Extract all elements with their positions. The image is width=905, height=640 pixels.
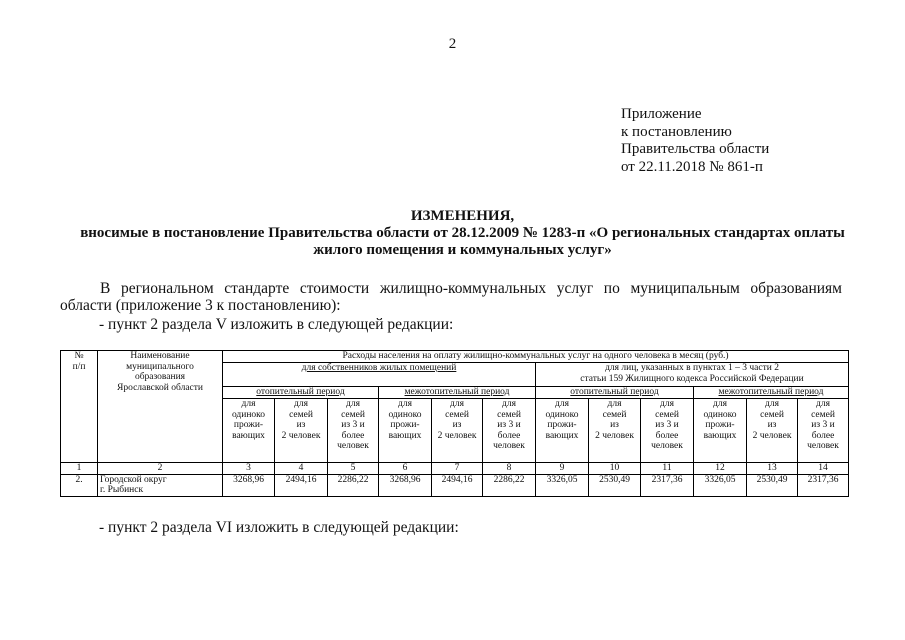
column-number: 8 bbox=[483, 463, 536, 475]
subheader-text: для семей из 3 и более человек bbox=[493, 399, 525, 452]
header-owners: для собственников жилых помещений bbox=[223, 363, 536, 387]
column-number: 14 bbox=[798, 463, 849, 475]
row-value: 2530,49 bbox=[747, 474, 798, 496]
row-value: 2286,22 bbox=[483, 474, 536, 496]
header-main: Расходы населения на оплату жилищно-коммунальных услуг на одного человека в месяц (руб.) bbox=[223, 351, 849, 363]
appendix-line-1: Приложение bbox=[621, 106, 702, 122]
subheader-cell bbox=[223, 399, 275, 463]
header-interheating-1: межотопительный период bbox=[379, 387, 536, 399]
subheader-cell bbox=[589, 399, 641, 463]
column-number: 1 bbox=[61, 463, 98, 475]
subheader-text: для семей из 3 и более человек bbox=[337, 399, 369, 452]
column-number: 12 bbox=[694, 463, 747, 475]
row-value: 2317,36 bbox=[641, 474, 694, 496]
header-interheating-2: межотопительный период bbox=[694, 387, 849, 399]
subheader-text: для семей из 2 человек bbox=[595, 399, 634, 441]
document-title bbox=[40, 208, 885, 259]
subheader-text: для одиноко прожи- вающих bbox=[703, 399, 737, 441]
row-value: 2530,49 bbox=[589, 474, 641, 496]
appendix-line-3: Правительства области bbox=[621, 141, 770, 157]
column-number: 4 bbox=[275, 463, 328, 475]
body-paragraph-2: - пункт 2 раздела V изложить в следующей редакции: bbox=[99, 316, 454, 333]
subheader-cell bbox=[483, 399, 536, 463]
header-persons bbox=[536, 363, 849, 387]
column-number: 6 bbox=[379, 463, 432, 475]
subheader-text: для семей из 2 человек bbox=[752, 399, 792, 441]
table-row bbox=[61, 474, 849, 496]
subheader-text: для одиноко прожи- вающих bbox=[388, 399, 422, 441]
header-num-text: № п/п bbox=[72, 351, 86, 372]
subheader-cell bbox=[798, 399, 849, 463]
row-name bbox=[98, 474, 223, 496]
subheader-text: для семей из 3 и более человек bbox=[651, 399, 683, 452]
header-name-text: Наименование муниципального образования Ярославской области bbox=[117, 351, 203, 393]
title-heading: ИЗМЕНЕНИЯ, bbox=[410, 208, 515, 224]
subheader-cell bbox=[379, 399, 432, 463]
row-name-text: Городской округ г. Рыбинск bbox=[100, 474, 167, 496]
appendix-line-2: к постановлению bbox=[621, 123, 732, 140]
subheader-text: для семей из 3 и более человек bbox=[807, 399, 839, 452]
subheader-cell bbox=[536, 399, 589, 463]
row-value: 2494,16 bbox=[432, 474, 483, 496]
subheader-text: для семей из 2 человек bbox=[437, 399, 477, 441]
title-subtitle-2: жилого помещения и коммунальных услуг» bbox=[313, 242, 612, 258]
column-number: 7 bbox=[432, 463, 483, 475]
subheader-cell bbox=[694, 399, 747, 463]
row-value: 2317,36 bbox=[798, 474, 849, 496]
page-number: 2 bbox=[448, 36, 457, 52]
subheader-text: для одиноко прожи- вающих bbox=[545, 399, 579, 441]
subheader-cell bbox=[432, 399, 483, 463]
row-value: 3268,96 bbox=[223, 474, 275, 496]
column-number: 11 bbox=[641, 463, 694, 475]
row-value: 2494,16 bbox=[275, 474, 328, 496]
column-number: 5 bbox=[328, 463, 379, 475]
row-value: 2286,22 bbox=[328, 474, 379, 496]
subheader-text: для семей из 2 человек bbox=[281, 399, 321, 441]
header-num bbox=[61, 351, 98, 463]
column-number: 3 bbox=[223, 463, 275, 475]
column-number: 10 bbox=[589, 463, 641, 475]
subheader-cell bbox=[275, 399, 328, 463]
appendix-line-4: от 22.11.2018 № 861-п bbox=[621, 158, 763, 175]
appendix-block bbox=[621, 106, 769, 176]
rates-table bbox=[60, 350, 849, 497]
column-number-row bbox=[61, 463, 849, 475]
row-value: 3326,05 bbox=[694, 474, 747, 496]
header-heating-1: отопительный период bbox=[223, 387, 379, 399]
column-number: 13 bbox=[747, 463, 798, 475]
column-number: 2 bbox=[98, 463, 223, 475]
row-value: 3268,96 bbox=[379, 474, 432, 496]
body-paragraph-1: В региональном стандарте стоимости жилищно-коммунальных услуг по муниципальным образованиям области (приложение 3 к постановлению): bbox=[60, 280, 842, 314]
subheader-cell bbox=[747, 399, 798, 463]
subheader-cell bbox=[328, 399, 379, 463]
header-heating-2: отопительный период bbox=[536, 387, 694, 399]
subheader-text: для одиноко прожи- вающих bbox=[231, 399, 266, 441]
subheader-cell bbox=[641, 399, 694, 463]
body-paragraph-3: - пункт 2 раздела VI изложить в следующей редакции: bbox=[99, 519, 459, 536]
header-name bbox=[98, 351, 223, 463]
row-value: 3326,05 bbox=[536, 474, 589, 496]
title-subtitle-1: вносимые в постановление Правительства области от 28.12.2009 № 1283-п «О региональных стандартах оплаты bbox=[80, 225, 845, 241]
column-number: 9 bbox=[536, 463, 589, 475]
header-persons-text: для лиц, указанных в пунктах 1 – 3 части 2 статьи 159 Жилищного кодекса Российской Федерации bbox=[580, 363, 804, 384]
row-num: 2. bbox=[61, 474, 98, 496]
